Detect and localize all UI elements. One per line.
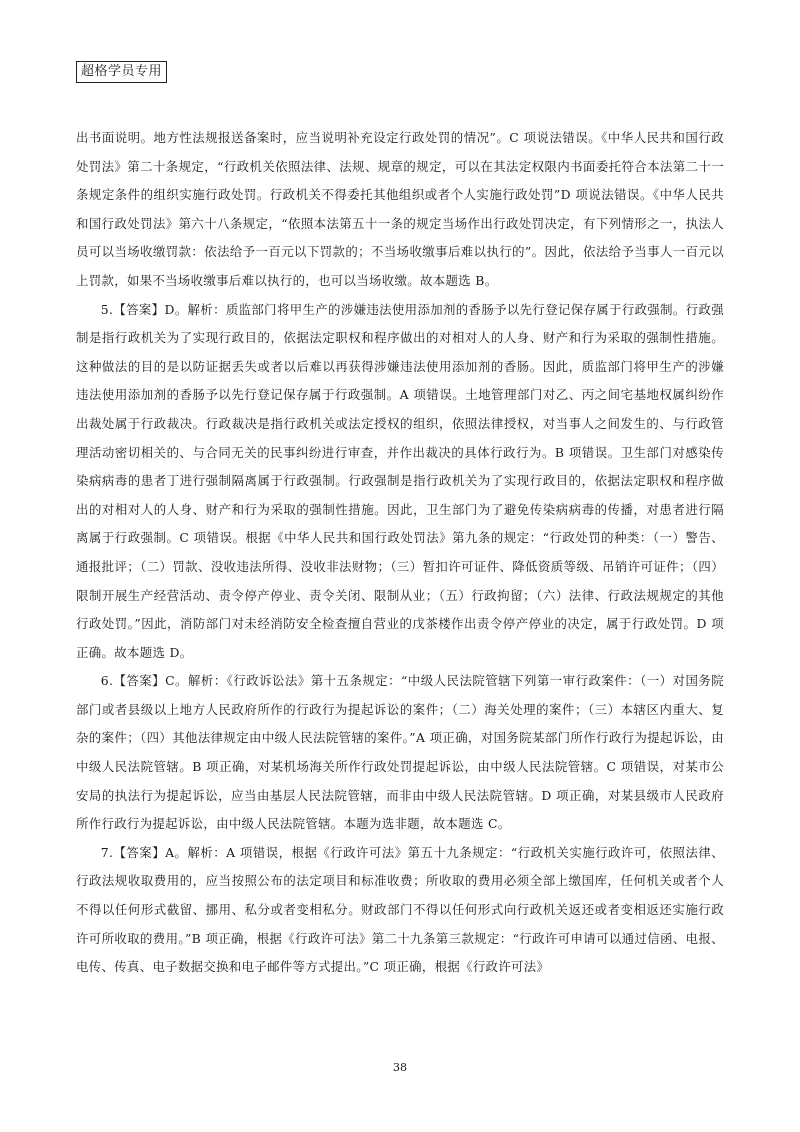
paragraph-answer-5: 5.【答案】D。解析：质监部门将甲生产的涉嫌违法使用添加剂的香肠予以先行登记保存属于行政强制。行政强制是指行政机关为了实现行政目的，依据法定职权和程序做出的对相对人的人身、财产和行为采取的强制性措施。这种做法的目的是以防证据丢失或者以后难以再获得涉嫌违法使用添加剂的香肠。因此，质监部门将甲生产的涉嫌违法使用添加剂的香肠予以先行登记保存属于行政强制。A 项错误。土地管理部门对乙、丙之间宅基地权属纠纷作出裁处属于行政裁决。行政裁决是指行政机关或法定授权的组织，依照法律授权，对当事人之间发生的、与行政管理活动密切相关的、与合同无关的民事纠纷进行审查，并作出裁决的具体行政行为。B 项错误。卫生部门对感染传染病病毒的患者丁进行强制隔离属于行政强制。行政强制是指行政机关为了实现行政目的，依据法定职权和程序做出的对相对人的人身、财产和行为采取的强制性措施。因此，卫生部门为了避免传染病病毒的传播，对患者进行隔离属于行政强制。C 项错误。根据《中华人民共和国行政处罚法》第九条的规定：“行政处罚的种类：（一）警告、通报批评；（二）罚款、没收违法所得、没收非法财物；（三）暂扣许可证件、降低资质等级、吊销许可证件；（四）限制开展生产经营活动、责令停产停业、责令关闭、限制从业；（五）行政拘留；（六）法律、行政法规规定的其他行政处罚。”因此，消防部门对未经消防安全检查擅自营业的戊茶楼作出责令停产停业的决定，属于行政处罚。D 项正确。故本题选 D。 (76, 301, 724, 660)
paragraph-answer-6: 6.【答案】C。解析：《行政诉讼法》第十五条规定：“中级人民法院管辖下列第一审行政案件：（一）对国务院部门或者县级以上地方人民政府所作的行政行为提起诉讼的案件；（二）海关处理的案件；（三）本辖区内重大、复杂的案件；（四）其他法律规定由中级人民法院管辖的案件。”A 项正确，对国务院某部门所作行政行为提起诉讼，由中级人民法院管辖。B 项正确，对某机场海关所作行政处罚提起诉讼，由中级人民法院管辖。C 项错误，对某市公安局的执法行为提起诉讼，应当由基层人民法院管辖，而非由中级人民法院管辖。D 项正确，对某县级市人民政府所作行政行为提起诉讼，由中级人民法院管辖。本题为选非题，故本题选 C。 (76, 673, 724, 832)
paragraph-answer-7: 7.【答案】A。解析：A 项错误，根据《行政许可法》第五十九条规定：“行政机关实施行政许可，依照法律、行政法规收取费用的，应当按照公布的法定项目和标准收费；所收取的费用必须全部上缴国库，任何机关或者个人不得以任何形式截留、挪用、私分或者变相私分。财政部门不得以任何形式向行政机关返还或者变相返还实施行政许可所收取的费用。”B 项正确，根据《行政许可法》第二十九条第三款规定：“行政许可申请可以通过信函、电报、电传、传真、电子数据交换和电子邮件等方式提出。”C 项正确，根据《行政许可法》 (76, 844, 724, 975)
paragraph-continued: 出书面说明。地方性法规报送备案时，应当说明补充设定行政处罚的情况”。C 项说法错误。《中华人民共和国行政处罚法》第二十条规定，“行政机关依照法律、法规、规章的规定，可以在其法定权限内书面委托符合本法第二十一条规定条件的组织实施行政处罚。行政机关不得委托其他组织或者个人实施行政处罚”D 项说法错误。《中华人民共和国行政处罚法》第六十八条规定，“依照本法第五十一条的规定当场作出行政处罚决定，有下列情形之一，执法人员可以当场收缴罚款：依法给予一百元以下罚款的；不当场收缴事后难以执行的”。因此，依法给予当事人一百元以上罚款，如果不当场收缴事后难以执行的，也可以当场收缴。故本题选 B。 (76, 130, 724, 288)
header-label: 超格学员专用 (76, 61, 167, 83)
page-body (76, 124, 724, 982)
page-number: 38 (393, 1061, 407, 1074)
